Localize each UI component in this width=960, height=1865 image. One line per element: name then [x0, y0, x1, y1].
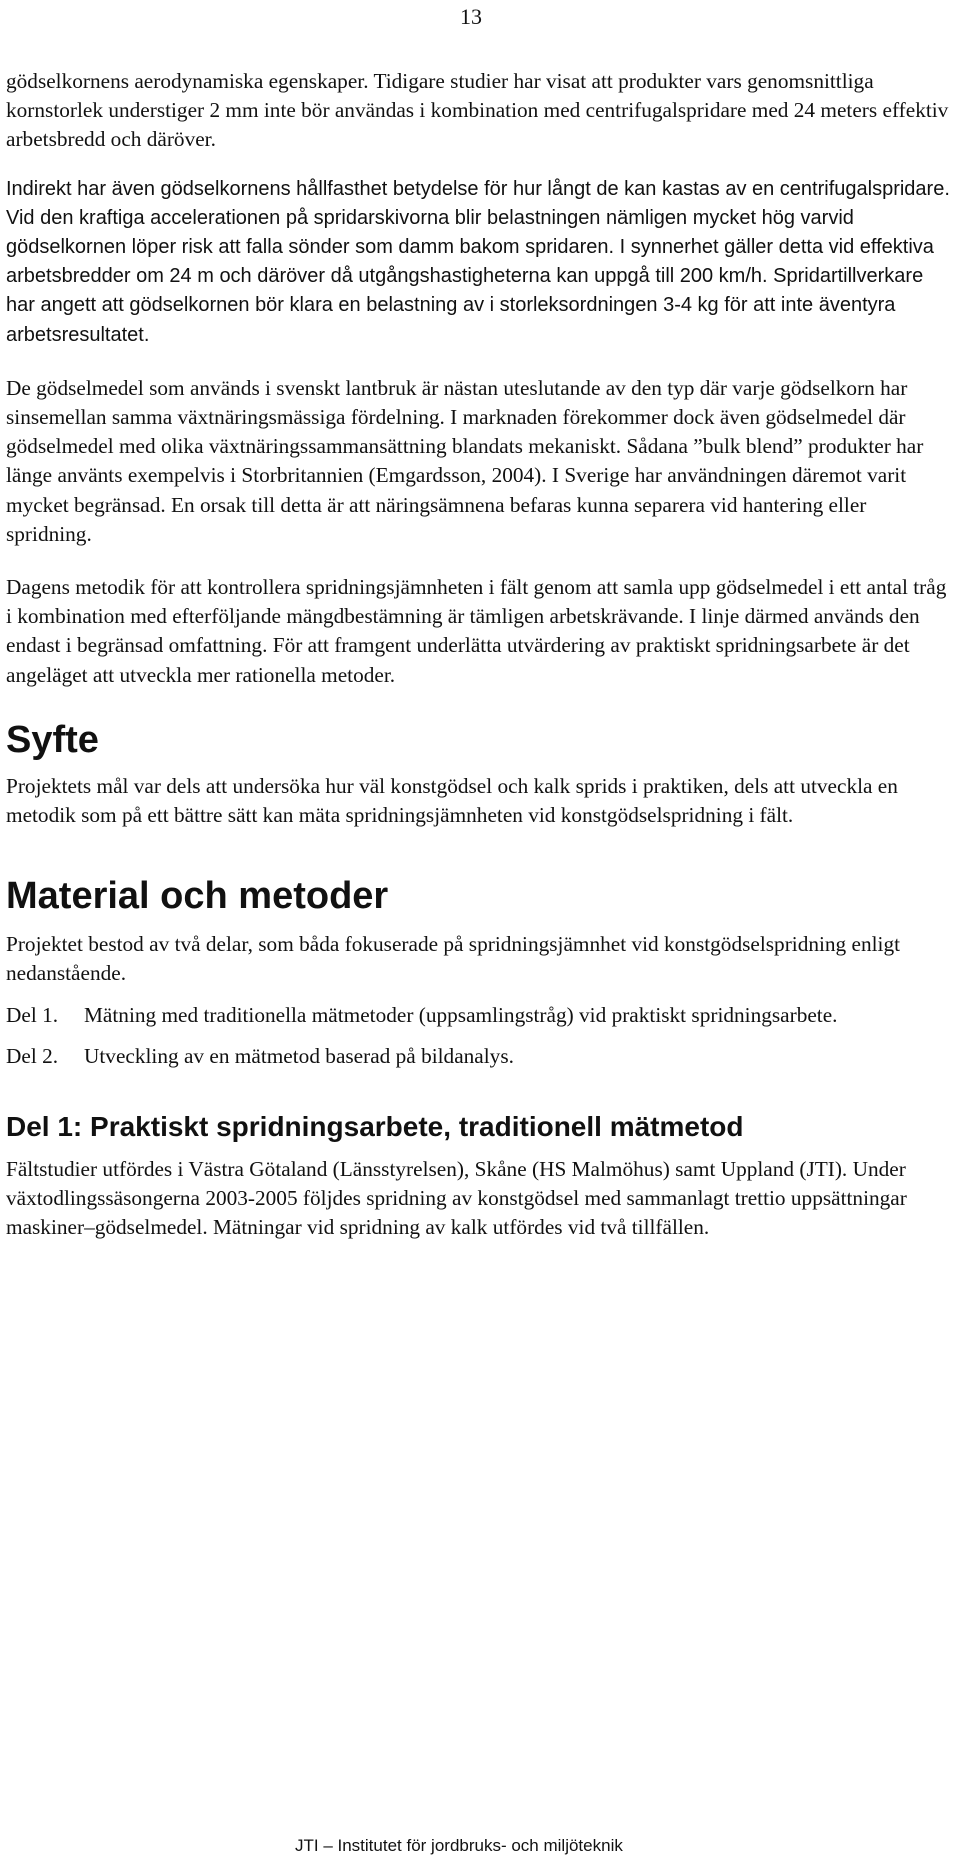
- list-item-label: Del 2.: [6, 1043, 59, 1068]
- paragraph-fertilizer-types: De gödselmedel som används i svenskt lantbruk är nästan uteslutande av den typ där varje gödselkorn har sinsemellan samma växtnäringsmässiga fördelning. I marknaden förekommer dock även gödselmedel där gödselmedel med olika växtnäringssammansättning blandats mekaniskt. Sådana ”bulk blend” produkter har länge använts exempelvis i Storbritannien (Emgardsson, 2004). I Sverige har användningen däremot varit mycket begränsad. En orsak till detta är att näringsämnena befaras kunna separera vid hantering eller spridning.: [6, 375, 924, 546]
- list-item-text: Mätning med traditionella mätmetoder (uppsamlingstråg) vid praktiskt spridningsarbete.: [84, 1002, 838, 1027]
- list-item: [6, 1001, 950, 1030]
- paragraph-field-studies: Fältstudier utfördes i Västra Götaland (Länsstyrelsen), Skåne (HS Malmöhus) samt Uppland (JTI). Under växtodlingssäsongerna 2003-2005 följdes spridning av konstgödsel med sammanlagt trettio uppsättningar maskiner–gödselmedel. Mätningar vid spridning av kalk utfördes vid två tillfällen.: [6, 1157, 907, 1240]
- paragraph-purpose: Projektets mål var dels att undersöka hur väl konstgödsel och kalk sprids i praktiken, dels att utveckla en metodik som på ett bättre sätt kan mäta spridningsjämnheten vid konstgödselspridning i fält.: [6, 773, 898, 828]
- page-number: 13: [460, 4, 482, 29]
- page-footer: JTI – Institutet för jordbruks- och miljöteknik: [295, 1836, 623, 1855]
- paragraph-durability: Indirekt har även gödselkornens hållfasthet betydelse för hur långt de kan kastas av en centrifugalspridare. Vid den kraftiga accelerationen på spridarskivorna blir belastningen nämligen mycket hög varvid gödselkornen löper risk att falla sönder som damm bakom spridaren. I synnerhet gäller detta vid effektiva arbetsbredder om 24 m och däröver då utgångshastigheterna kan uppgå till 200 km/h. Spridartillverkare har angett att gödselkornen bör klara en belastning av i storleksordningen 3-4 kg för att inte äventyra arbetsresultatet.: [6, 177, 950, 346]
- paragraph-project-parts: Projektet bestod av två delar, som båda fokuserade på spridningsjämnhet vid konstgödselspridning enligt nedanstående.: [6, 932, 901, 986]
- paragraph-methodology: Dagens metodik för att kontrollera spridningsjämnheten i fält genom att samla upp gödselmedel i ett antal tråg i kombination med efterföljande mängdbestämning är tämligen arbetskrävande. I linje därmed används den endast i begränsad omfattning. För att framgent underlätta utvärdering av praktiskt spridningsarbete är det angeläget att utveckla mer rationella metoder.: [6, 575, 947, 687]
- heading-material-och-metoder: Material och metoder: [6, 875, 389, 918]
- project-parts-list: [6, 1001, 950, 1071]
- list-item: [6, 1042, 950, 1071]
- page-content: [6, 67, 950, 1243]
- list-item-text: Utveckling av en mätmetod baserad på bildanalys.: [84, 1043, 514, 1068]
- heading-del-1: Del 1: Praktiskt spridningsarbete, traditionell mätmetod: [6, 1111, 744, 1143]
- paragraph-aerodynamics: gödselkornens aerodynamiska egenskaper. Tidigare studier har visat att produkter vars genomsnittliga kornstorlek understiger 2 mm inte bör användas i kombination med centrifugalspridare med 24 meters effektiv arbetsbredd och däröver.: [6, 69, 949, 152]
- heading-syfte: Syfte: [6, 718, 99, 761]
- list-item-label: Del 1.: [6, 1002, 59, 1027]
